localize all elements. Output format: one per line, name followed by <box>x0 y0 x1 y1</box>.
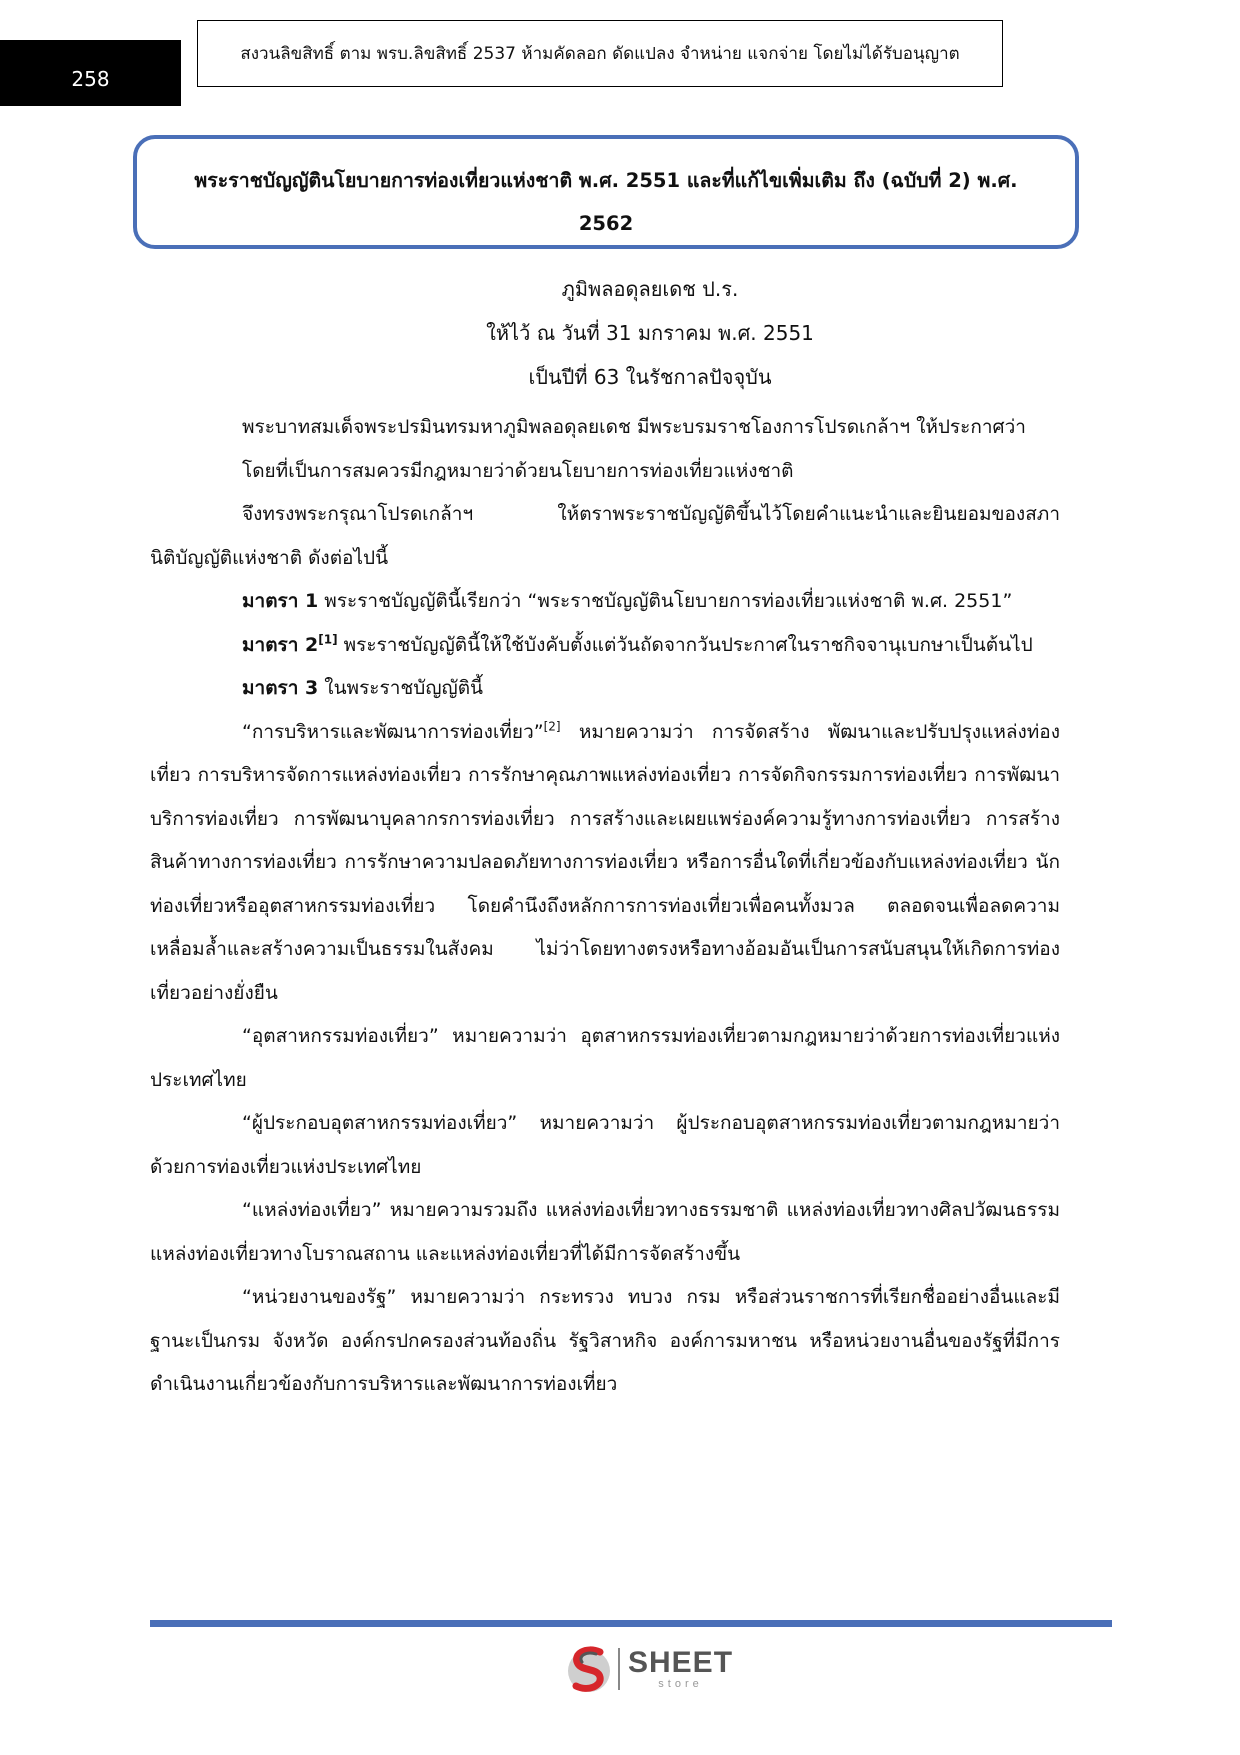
logo-main-text: SHEET <box>628 1646 734 1679</box>
reason-paragraph: โดยที่เป็นการสมควรมีกฎหมายว่าด้วยนโยบายการท่องเที่ยวแห่งชาติ <box>242 459 794 482</box>
definition-text: หมายความว่า การจัดสร้าง พัฒนาและปรับปรุงแหล่งท่องเที่ยว การบริหารจัดการแหล่งท่องเที่ยว การรักษาคุณภาพแหล่งท่องเที่ยว การจัดกิจกรรมการท่องเที่ยว การพัฒนาบริการท่องเที่ยว การพัฒนาบุคลากรการท่องเที่ยว การสร้างและเผยแพร่องค์ความรู้ทางการท่องเที่ยว การสร้างสินค้าทางการท่องเที่ยว การรักษาความปลอดภัยทางการท่องเที่ยว หรือการอื่นใดที่เกี่ยวข้องกับแหล่งท่องเที่ยว นักท่องเที่ยวหรืออุตสาหกรรมท่องเที่ยว โดยคำนึงถึงหลักการการท่องเที่ยวเพื่อคนทั้งมวล ตลอดจนเพื่อลดความเหลื่อมล้ำและสร้างความเป็นธรรมในสังคม ไม่ว่าโดยทางตรงหรือทางอ้อมอันเป็นการสนับสนุนให้เกิดการท่องเที่ยวอย่างยั่งยืน <box>150 720 1060 1004</box>
reign-year: เป็นปีที่ 63 ในรัชกาลปัจจุบัน <box>528 365 772 389</box>
definition-state-agency: “หน่วยงานของรัฐ” หมายความว่า กระทรวง ทบวง กรม หรือส่วนราชการที่เรียกชื่ออย่างอื่นและมีฐานะเป็นกรม จังหวัด องค์กรปกครองส่วนท้องถิ่น รัฐวิสาหกิจ องค์การมหาชน หรือหน่วยงานอื่นของรัฐที่มีการดำเนินงานเกี่ยวข้องกับการบริหารและพัฒนาการท่องเที่ยว <box>150 1286 1060 1395</box>
king-signature: ภูมิพลอดุลยเดช ป.ร. <box>561 277 739 301</box>
definition-tourist-attraction: “แหล่งท่องเที่ยว” หมายความรวมถึง แหล่งท่องเที่ยวทางธรรมชาติ แหล่งท่องเที่ยวทางศิลปวัฒนธรรม แหล่งท่องเที่ยวทางโบราณสถาน และแหล่งท่องเที่ยวที่ได้มีการจัดสร้างขึ้น <box>150 1199 1060 1265</box>
given-date: ให้ไว้ ณ วันที่ 31 มกราคม พ.ศ. 2551 <box>486 321 814 345</box>
section-2 <box>150 624 1060 668</box>
section-1-text: พระราชบัญญัตินี้เรียกว่า “พระราชบัญญัตินโยบายการท่องเที่ยวแห่งชาติ พ.ศ. 2551” <box>318 590 1013 612</box>
document-body <box>150 406 1060 1407</box>
definition-tourism-industry: “อุตสาหกรรมท่องเที่ยว” หมายความว่า อุตสาหกรรมท่องเที่ยวตามกฎหมายว่าด้วยการท่องเที่ยวแห่งประเทศไทย <box>150 1025 1060 1091</box>
document-title-line1: พระราชบัญญัตินโยบายการท่องเที่ยวแห่งชาติ พ.ศ. 2551 และที่แก้ไขเพิ่มเติม ถึง (ฉบับที่ 2) พ.ศ. <box>194 169 1018 192</box>
definition-tourism-operator: “ผู้ประกอบอุตสาหกรรมท่องเที่ยว” หมายความว่า ผู้ประกอบอุตสาหกรรมท่องเที่ยวตามกฎหมายว่าด้วยการท่องเที่ยวแห่งประเทศไทย <box>150 1112 1060 1178</box>
definition-term: “การบริหารและพัฒนาการท่องเที่ยว” <box>242 720 544 743</box>
copyright-text: สงวนลิขสิทธิ์ ตาม พรบ.ลิขสิทธิ์ 2537 ห้ามคัดลอก ดัดแปลง จำหน่าย แจกจ่าย โดยไม่ได้รับอนุญาต <box>240 44 960 64</box>
proclamation-paragraph: พระบาทสมเด็จพระปรมินทรมหาภูมิพลอดุลยเดช มีพระบรมราชโองการโปรดเกล้าฯ ให้ประกาศว่า <box>242 416 1026 438</box>
section-3 <box>150 667 1060 711</box>
sheet-store-logo <box>566 1643 733 1695</box>
logo-sub-text: store <box>658 1678 703 1690</box>
page-number-text: 258 <box>71 67 110 91</box>
section-3-text: ในพระราชบัญญัตินี้ <box>318 677 484 699</box>
definition-tourism-management <box>150 711 1060 1016</box>
section-1-label: มาตรา 1 <box>242 590 319 612</box>
logo-separator <box>618 1648 620 1690</box>
section-3-label: มาตรา 3 <box>242 677 319 699</box>
copyright-notice <box>197 20 1003 87</box>
page-number <box>0 40 181 106</box>
definition-footnote-ref[interactable]: [2] <box>543 719 561 734</box>
enactment-paragraph: จึงทรงพระกรุณาโปรดเกล้าฯ ให้ตราพระราชบัญญัติขึ้นไว้โดยคำแนะนำและยินยอมของสภานิติบัญญัติแห่งชาติ ดังต่อไปนี้ <box>150 503 1060 569</box>
logo-wordmark <box>628 1648 733 1690</box>
section-2-footnote-ref[interactable]: [1] <box>318 632 338 647</box>
document-title-box <box>133 135 1079 249</box>
section-1 <box>150 580 1060 624</box>
document-title-line2: 2562 <box>578 212 634 235</box>
section-2-text: พระราชบัญญัตินี้ให้ใช้บังคับตั้งแต่วันถัดจากวันประกาศในราชกิจจานุเบกษาเป็นต้นไป <box>337 633 1033 656</box>
section-2-label: มาตรา 2 <box>242 633 319 656</box>
sheet-store-logo-icon <box>566 1644 612 1694</box>
footer-rule <box>150 1620 1112 1627</box>
